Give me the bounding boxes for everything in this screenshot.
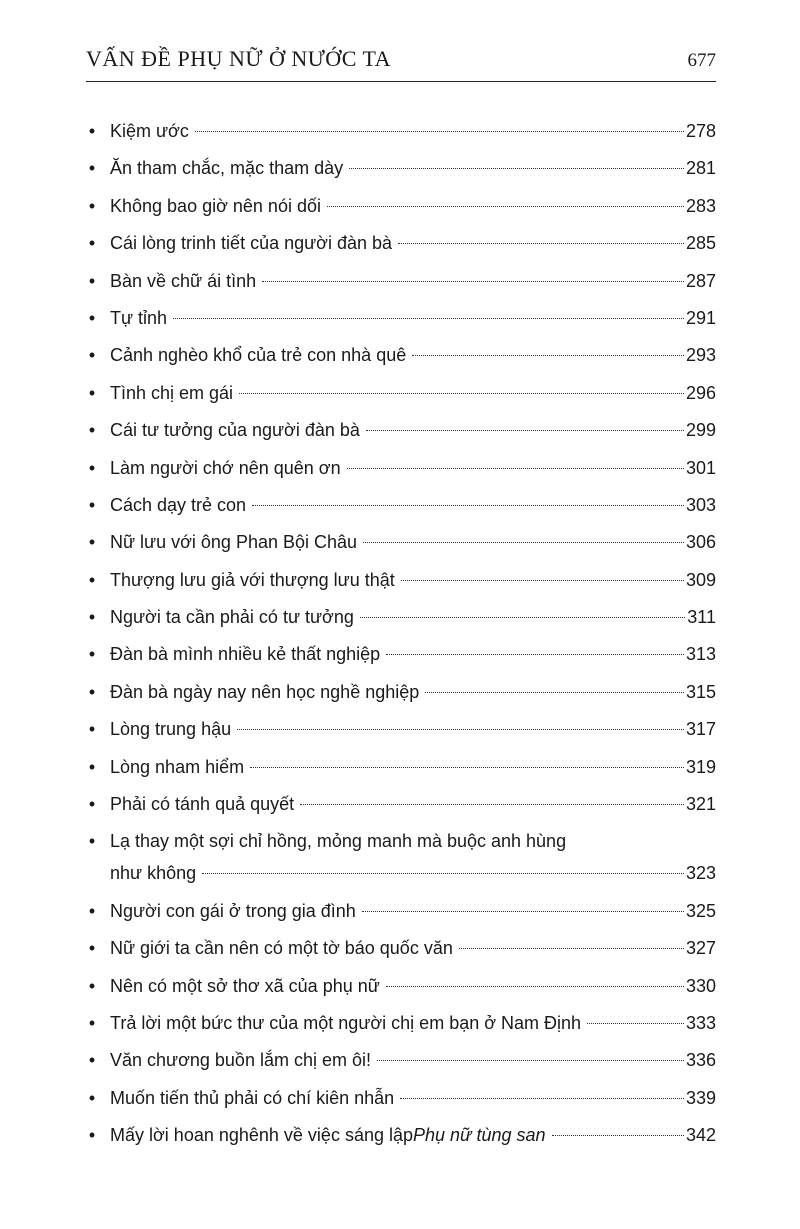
dot-leader [300,804,684,805]
bullet-icon: • [88,1125,96,1146]
bullet-icon: • [88,1012,96,1033]
dot-leader [366,430,684,431]
toc-entry [86,115,716,152]
toc-entry-title: Ăn tham chắc, mặc tham dày [110,158,344,179]
toc-entry-title: Đàn bà ngày nay nên học nghề nghiệp [110,681,420,702]
toc-page-number: 325 [685,900,716,921]
dot-leader [386,986,684,987]
bullet-icon: • [88,644,96,665]
toc-entry-title: Phải có tánh quả quyết [110,794,295,815]
running-header [86,46,716,72]
header-rule [86,81,716,82]
toc-entry-title: Tình chị em gái [110,382,234,403]
dot-leader [347,468,684,469]
toc-page-number: 301 [685,457,716,478]
header-page-number: 677 [687,50,716,71]
bullet-icon: • [88,158,96,179]
toc-entry-title: Nữ giới ta cần nên có một tờ báo quốc văn [110,938,453,959]
toc-page-number: 287 [685,270,716,291]
toc-entry [86,1119,716,1156]
toc-page-number: 293 [685,345,716,366]
toc-page-number: 315 [685,681,716,702]
dot-leader [377,1060,684,1061]
toc-page-number: 291 [685,307,716,328]
dot-leader [400,1098,684,1099]
toc-entry [86,932,716,969]
toc-page-number: 333 [685,1012,716,1033]
toc-entry-title: Lòng trung hậu [110,719,232,740]
toc-entry-title: Mấy lời hoan nghênh về việc sáng lập [110,1125,413,1146]
bullet-icon: • [88,1087,96,1108]
toc-entry [86,1082,716,1119]
toc-page-number: 317 [685,719,716,740]
toc-entry [86,526,716,563]
toc-page-number: 342 [685,1125,716,1146]
bullet-icon: • [88,382,96,403]
toc-entry-title: Cái tư tưởng của người đàn bà [110,420,360,441]
toc-entry-title: Làm người chớ nên quên ơn [110,457,341,478]
toc-entry [86,751,716,788]
bullet-icon: • [88,457,96,478]
bullet-icon: • [88,794,96,815]
bullet-icon: • [88,756,96,777]
bullet-icon: • [88,420,96,441]
toc-entry [86,339,716,376]
dot-leader [459,948,684,949]
dot-leader [195,131,684,132]
toc-page-number: 281 [685,158,716,179]
toc-entry [86,676,716,713]
toc-entry [86,601,716,638]
bullet-icon: • [88,607,96,628]
bullet-icon: • [88,938,96,959]
bullet-icon: • [88,719,96,740]
toc-page-number: 283 [685,195,716,216]
toc-page-number: 319 [685,756,716,777]
toc-page-number: 303 [685,494,716,515]
dot-leader [349,168,684,169]
header-title: VẤN ĐỀ PHỤ NỮ Ở NƯỚC TA [86,46,392,71]
toc-entry-title-continued: như không [110,863,197,884]
toc-page-number: 321 [685,794,716,815]
toc-entry-title: Thượng lưu giả với thượng lưu thật [110,569,395,590]
toc-entry-title: Trả lời một bức thư của một người chị em bạn ở Nam Định [110,1012,582,1033]
toc-entry [86,564,716,601]
toc-entry [86,895,716,932]
toc-entry [86,452,716,489]
toc-entry [86,825,716,894]
toc-entry [86,638,716,675]
toc-entry [86,414,716,451]
toc-entry-title: Muốn tiến thủ phải có chí kiên nhẫn [110,1087,395,1108]
bullet-icon: • [88,569,96,590]
toc-entry [86,265,716,302]
bullet-icon: • [88,975,96,996]
toc-entry [86,302,716,339]
toc-page-number: 306 [685,532,716,553]
bullet-icon: • [88,532,96,553]
bullet-icon: • [88,831,96,852]
toc-page-number: 299 [685,420,716,441]
toc-entry-title: Đàn bà mình nhiều kẻ thất nghiệp [110,644,381,665]
dot-leader [262,281,684,282]
toc-entry-title-italic: Phụ nữ tùng san [413,1125,546,1146]
toc-page-number: 296 [685,382,716,403]
toc-entry [86,970,716,1007]
toc-page-number: 285 [685,233,716,254]
toc-entry [86,227,716,264]
dot-leader [401,580,684,581]
bullet-icon: • [88,1050,96,1071]
bullet-icon: • [88,307,96,328]
toc-entry-title: Cái lòng trinh tiết của người đàn bà [110,233,393,254]
toc-entry [86,377,716,414]
toc-entry [86,713,716,750]
dot-leader [362,911,684,912]
toc-entry-title: Không bao giờ nên nói dối [110,195,321,216]
toc-entry-title: Người ta cần phải có tư tưởng [110,607,354,628]
toc-page-number: 336 [685,1050,716,1071]
bullet-icon: • [88,270,96,291]
toc-entry [86,489,716,526]
bullet-icon: • [88,121,96,141]
bullet-icon: • [88,233,96,254]
dot-leader [386,654,684,655]
dot-leader [237,729,684,730]
toc-page-number: 311 [687,607,716,628]
dot-leader [363,542,684,543]
dot-leader [587,1023,684,1024]
toc-entry [86,190,716,227]
toc-page-number: 278 [685,121,716,141]
toc-entry [86,788,716,825]
toc-entry-title: Nên có một sở thơ xã của phụ nữ [110,975,380,996]
toc-entry-title: Cách dạy trẻ con [110,494,247,515]
bullet-icon: • [88,681,96,702]
toc-entry-title: Kiệm ước [110,121,189,141]
toc-entry [86,152,716,189]
dot-leader [327,206,684,207]
dot-leader [202,873,684,874]
toc-page-number: 323 [685,863,716,884]
bullet-icon: • [88,195,96,216]
toc-entry [86,1044,716,1081]
toc-entry-title: Lòng nham hiểm [110,756,245,777]
dot-leader [252,505,684,506]
toc-page-number: 309 [685,569,716,590]
dot-leader [398,243,684,244]
toc-entry-title: Lạ thay một sợi chỉ hồng, mỏng manh mà buộc anh hùng [110,831,567,852]
toc-entry-title: Bàn về chữ ái tình [110,270,257,291]
dot-leader [412,355,684,356]
toc-entry-title: Cảnh nghèo khổ của trẻ con nhà quê [110,345,407,366]
toc-entry [86,1007,716,1044]
dot-leader [173,318,684,319]
toc-entry-title: Tự tỉnh [110,307,168,328]
toc-entry-title: Nữ lưu với ông Phan Bội Châu [110,532,358,553]
dot-leader [360,617,685,618]
toc-page-number: 313 [685,644,716,665]
bullet-icon: • [88,494,96,515]
toc-entry-title: Văn chương buồn lắm chị em ôi! [110,1050,371,1071]
toc-entry-title: Người con gái ở trong gia đình [110,900,356,921]
toc-page-number: 339 [685,1087,716,1108]
dot-leader [250,767,684,768]
toc-page-number: 327 [685,938,716,959]
dot-leader [425,692,684,693]
dot-leader [239,393,684,394]
bullet-icon: • [88,900,96,921]
table-of-contents [86,115,716,1157]
toc-page-number: 330 [685,975,716,996]
bullet-icon: • [88,345,96,366]
dot-leader [552,1135,684,1136]
